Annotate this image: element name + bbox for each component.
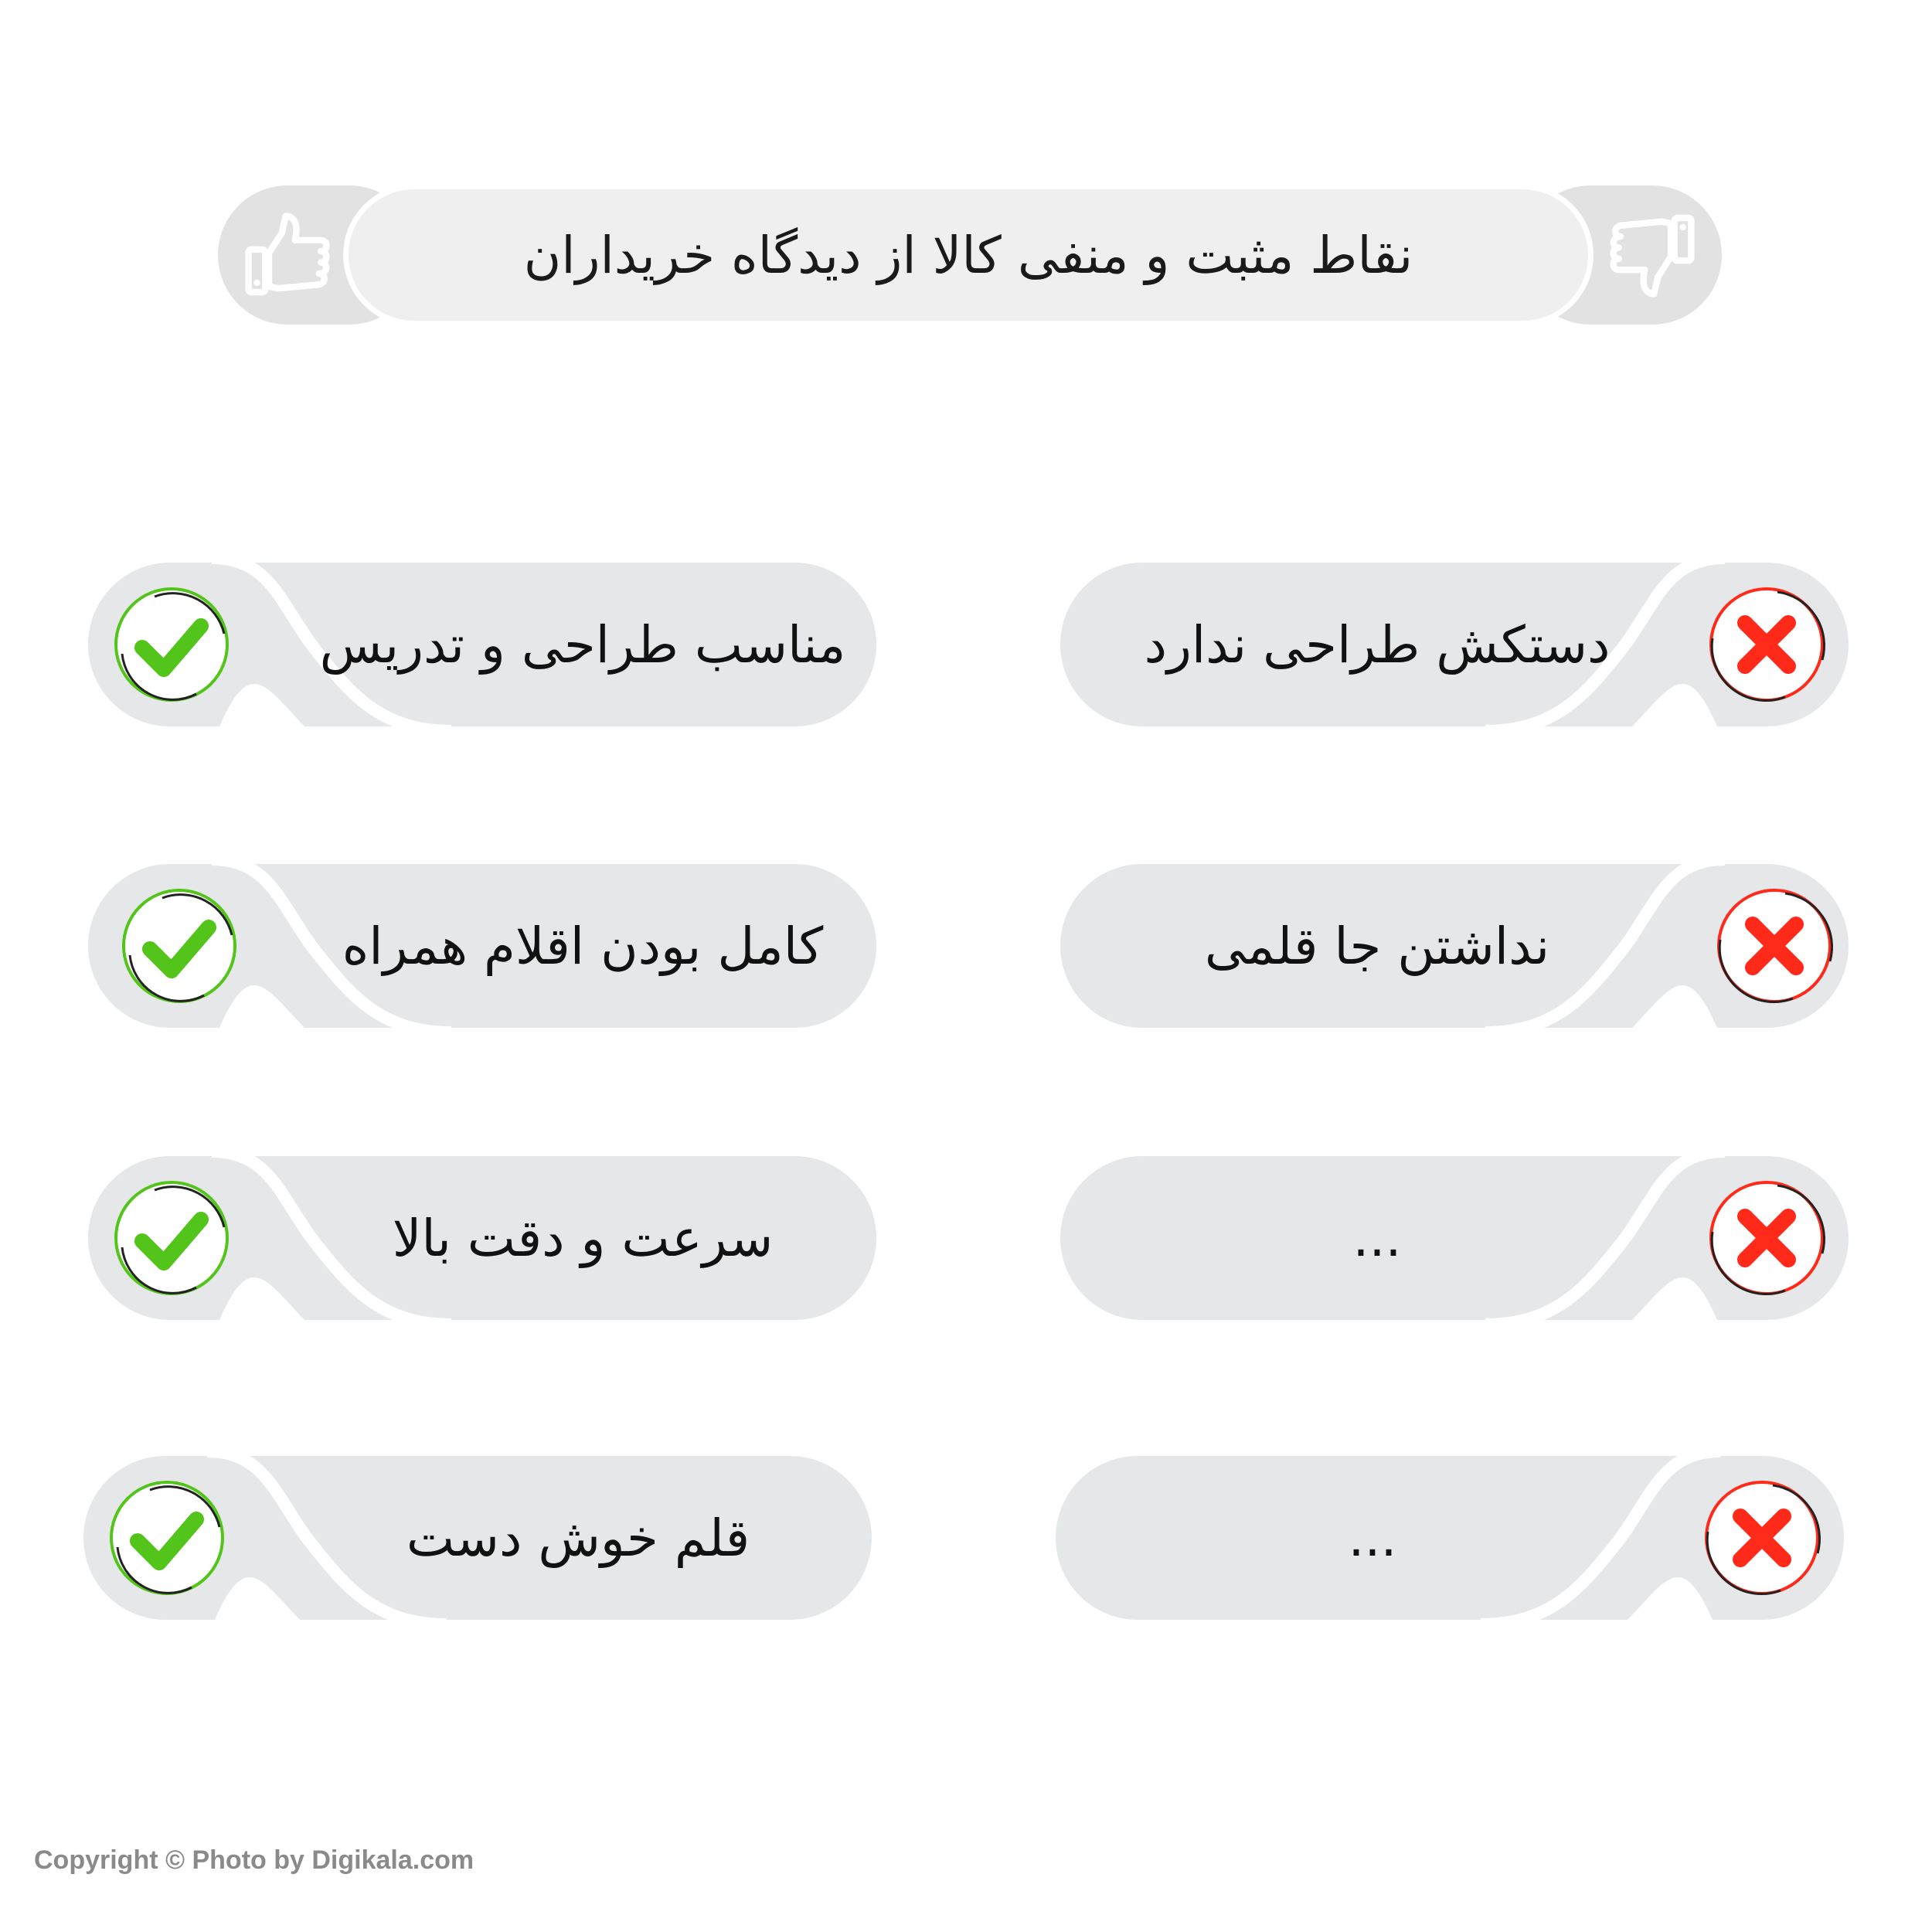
pro-item (83, 1456, 872, 1620)
con-item-label: ... (1348, 1508, 1397, 1568)
pro-item (88, 1156, 876, 1320)
con-item-label: دستکش طراحی ندارد (1144, 614, 1611, 675)
pro-item (88, 864, 876, 1028)
con-item (1060, 864, 1849, 1028)
thumbs-down-icon (1606, 209, 1699, 301)
con-item-label: نداشتن جا قلمی (1204, 916, 1550, 976)
pro-item-label: قلم خوش دست (406, 1508, 750, 1568)
con-item (1056, 1456, 1844, 1620)
check-icon (104, 580, 236, 713)
cross-icon (1708, 881, 1841, 1014)
check-icon (104, 1173, 236, 1306)
pro-item-label: کامل بودن اقلام همراه (342, 916, 824, 976)
cross-icon (1696, 1473, 1828, 1606)
cross-icon (1700, 580, 1833, 713)
check-icon (99, 1473, 232, 1606)
thumbs-up-icon (241, 209, 334, 301)
page-title: نقاط مثبت و منفی کالا از دیدگاه خریداران (523, 225, 1413, 285)
pro-item-label: مناسب طراحی و تدریس (319, 614, 846, 675)
con-item (1060, 563, 1849, 726)
pro-item (88, 563, 876, 726)
cross-icon (1700, 1173, 1833, 1306)
header-banner (218, 185, 1722, 325)
pro-item-label: سرعت و دقت بالا (392, 1208, 774, 1268)
header-title-pill (343, 184, 1594, 326)
con-item (1060, 1156, 1849, 1320)
copyright-text: Copyright © Photo by Digikala.com (34, 1845, 474, 1875)
check-icon (111, 881, 244, 1014)
con-item-label: ... (1352, 1208, 1402, 1268)
